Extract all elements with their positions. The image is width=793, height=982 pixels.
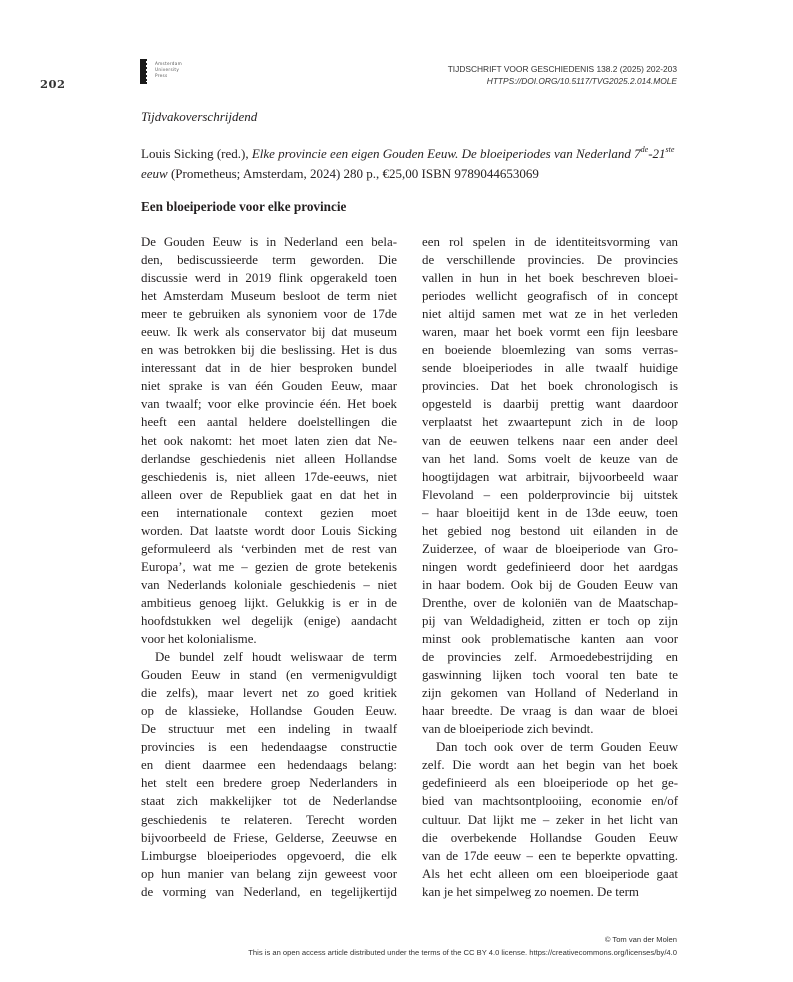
text-line: ambitieus genoeg lijkt. Gelukkig is er in de — [141, 595, 397, 610]
body-column-right — [422, 233, 678, 901]
publisher-name-line: Amsterdam — [155, 61, 182, 66]
text-line: eeuw. Ik werk als conservator bij dat museum — [141, 325, 397, 340]
text-line: een internationale context gezien moet — [141, 505, 397, 520]
text-line: De bundel zelf houdt weliswaar de term — [155, 650, 397, 665]
text-line: waren, maar het boek vormt een fijn leesbare — [422, 325, 678, 340]
citation-title-text: eeuw — [141, 166, 168, 181]
text-line: en dient daarmee een hedendaags belang: — [141, 758, 397, 773]
body-column-left — [141, 233, 397, 901]
text-line: zelf. Die wordt aan het begin van het boek — [422, 758, 678, 773]
citation-publication: (Prometheus; Amsterdam, 2024) 280 p., €25,00 ISBN 9789044653069 — [167, 166, 539, 181]
text-line: van de 17de eeuw – een te beperkte opvatting. — [422, 848, 678, 863]
text-line: het ook nakomt: het moet laten zien dat Ne- — [141, 433, 397, 448]
copyright-notice: © Tom van der Molen — [604, 935, 677, 944]
text-line: meer te gebruiken als synoniem voor de 17de — [141, 307, 397, 322]
footer — [248, 933, 677, 959]
text-line: het Amsterdam Museum besloot de term niet — [141, 289, 397, 304]
text-line: alleen over de Republiek gaat en dat het in — [141, 487, 397, 502]
text-line: op de klassieke, Hollandse Gouden Eeuw. — [141, 704, 397, 719]
text-line: die overbekende Hollandse Gouden Eeuw — [422, 830, 678, 845]
text-line: sende bloeiperiodes in alle twaalf huidige — [422, 361, 678, 376]
text-line: in haar bodem. Ook bij de Gouden Eeuw van — [422, 577, 678, 592]
text-line: provincies. Dat het boek chronologisch is — [422, 379, 678, 394]
text-line: en boeiende bloemlezing van soms verras- — [422, 343, 678, 358]
text-line: worden. Dat laatste wordt door Louis Sicking — [141, 523, 397, 538]
text-line: Als het echt alleen om een bloeiperiode gaat — [422, 866, 678, 881]
publisher-logo — [140, 59, 182, 84]
text-line: periodes wellicht geografisch of in concept — [422, 289, 678, 304]
text-line: die zelfs), maar levert net zo goed kritiek — [141, 686, 397, 701]
text-line: gaswinning lijken toch vooral ten bate te — [422, 668, 678, 683]
superscript: de — [640, 145, 649, 154]
text-line: hoofdstukken wel degelijk (enige) aandacht — [141, 613, 397, 628]
text-line: op hun manier van belang zijn geweest voor — [141, 866, 397, 881]
publisher-name — [155, 61, 182, 79]
text-line: heeft een aantal heldere doelstellingen die — [141, 415, 397, 430]
text-line: Dan toch ook over de term Gouden Eeuw — [436, 740, 678, 755]
citation-title-text: -21 — [648, 146, 666, 161]
text-line: discussie werd in 2019 flink opgerakeld toen — [141, 271, 397, 286]
text-line: Zuiderzee, of waar de bloeiperiode van Gro- — [422, 541, 678, 556]
text-line: van de eeuwen telkens naar een ander deel — [422, 433, 678, 448]
publisher-name-line: Press — [155, 73, 168, 78]
text-line: Flevoland – een polderprovincie bij uitstek — [422, 487, 678, 502]
text-line: de vorming van Nederland, en tegelijkertijd — [141, 884, 397, 899]
text-line: de verschillende provincies. De provincies — [422, 253, 678, 268]
text-line: geschiedenis te relateren. Terecht worden — [141, 812, 397, 827]
citation-title-text: Elke provincie een eigen Gouden Eeuw. De bloeiperiodes van Nederland 7 — [251, 146, 641, 161]
text-line: verplaatst het zwaartepunt zich in de loop — [422, 415, 678, 430]
doi-link[interactable]: HTTPS://DOI.ORG/10.5117/TVG2025.2.014.MOLE — [486, 76, 677, 86]
text-line: het stelt een bredere groep Nederlanders in — [141, 776, 397, 791]
text-line: opgesteld is daarbij prettig want daardoor — [422, 397, 678, 412]
text-line: de provincies zelf. Armoedebestrijding en — [422, 650, 678, 665]
book-citation — [141, 144, 681, 184]
text-line: het gebied nog bestond uit eilanden in de — [422, 523, 678, 538]
license-notice[interactable]: This is an open access article distributed under the terms of the CC BY 4.0 license. https://creativecommons.org/licenses/by/4.0 — [248, 948, 677, 957]
publisher-name-line: University — [155, 67, 180, 72]
page-number: 202 — [40, 77, 66, 91]
text-line: Europa’, wat me – gezien de grote betekenis — [141, 559, 397, 574]
text-line: niet sprake is van één Gouden Eeuw, maar — [141, 379, 397, 394]
text-line: gedefinieerd als een bloeiperiode op het ge- — [422, 776, 678, 791]
text-line: van het land. Soms voelt de keuze van de — [422, 451, 678, 466]
text-line: interessant dat in de hier besproken bundel — [141, 361, 397, 376]
text-line: minst ook problematische kanten aan voor — [422, 632, 678, 647]
journal-citation: TIJDSCHRIFT VOOR GESCHIEDENIS 138.2 (2025) 202-203 — [447, 64, 677, 74]
text-line: voor het kolonialisme. — [141, 632, 257, 647]
section-label: Tijdvakoverschrijdend — [141, 109, 258, 124]
text-line: zijn gekomen van Holland of Nederland in — [422, 686, 678, 701]
journal-header — [448, 63, 677, 87]
text-line: Limburgse bloeiperiodes opgevoerd, die elk — [141, 848, 397, 863]
text-line: kan je het simpelweg zo noemen. De term — [422, 884, 639, 899]
text-line: Gouden Eeuw in stand (en vermenigvuldigt — [141, 668, 397, 683]
text-line: hoogtijdagen wat arbitrair, bijvoorbeeld waar — [422, 469, 678, 484]
text-line: bied van machtsontplooiing, economie en/of — [422, 794, 678, 809]
amsterdam-university-press-logo-icon — [140, 59, 147, 84]
review-title: Een bloeiperiode voor elke provincie — [141, 199, 347, 214]
text-line: cultuur. Dat lijkt me – zeker in het licht van — [422, 812, 678, 827]
text-line: geformuleerd als ‘verbinden met de rest van — [141, 541, 397, 556]
text-line: niet altijd samen met wat ze in het verleden — [422, 307, 678, 322]
text-line: van de bloeiperiode zich bevindt. — [422, 722, 594, 737]
text-line: geschiedenis is, niet alleen 17de-eeuws, niet — [141, 469, 397, 484]
text-line: derlandse geschiedenis niet alleen Hollandse — [141, 451, 397, 466]
citation-editor: Louis Sicking (red.), — [141, 146, 252, 161]
text-line: – haar bloeitijd kent in de 13de eeuw, toen — [422, 505, 678, 520]
text-line: De Gouden Eeuw is in Nederland een bela- — [141, 235, 397, 249]
text-line: haar breedte. De vraag is dan waar de bloei — [422, 704, 678, 719]
text-line: Drenthe, over de koloniën van de Maatschap- — [422, 595, 678, 610]
text-line: staat zich makkelijker tot de Nederlandse — [141, 794, 397, 809]
text-line: De structuur met een indeling in twaalf — [141, 722, 397, 737]
text-line: van twaalf; voor elke provincie één. Het boek — [141, 397, 397, 412]
text-line: pij van Weldadigheid, zitten er toch op zijn — [422, 613, 678, 628]
text-line: bijvoorbeeld de Friese, Gelderse, Zeeuwse en — [141, 830, 397, 845]
text-line: vallen in hun in het boek beschreven bloei- — [422, 271, 678, 286]
text-line: den, bediscussieerde term geworden. Die — [141, 253, 397, 268]
text-line: provincies is een hedendaagse constructie — [141, 740, 397, 755]
text-line: een rol spelen in de identiteitsvorming van — [422, 235, 678, 249]
text-line: van Nederlands koloniale geschiedenis – niet — [141, 577, 397, 592]
superscript: ste — [665, 145, 675, 154]
text-line: ningen wordt gedefinieerd door het aardgas — [422, 559, 678, 574]
text-line: en was betrokken bij die beslissing. Het is dus — [141, 343, 397, 358]
